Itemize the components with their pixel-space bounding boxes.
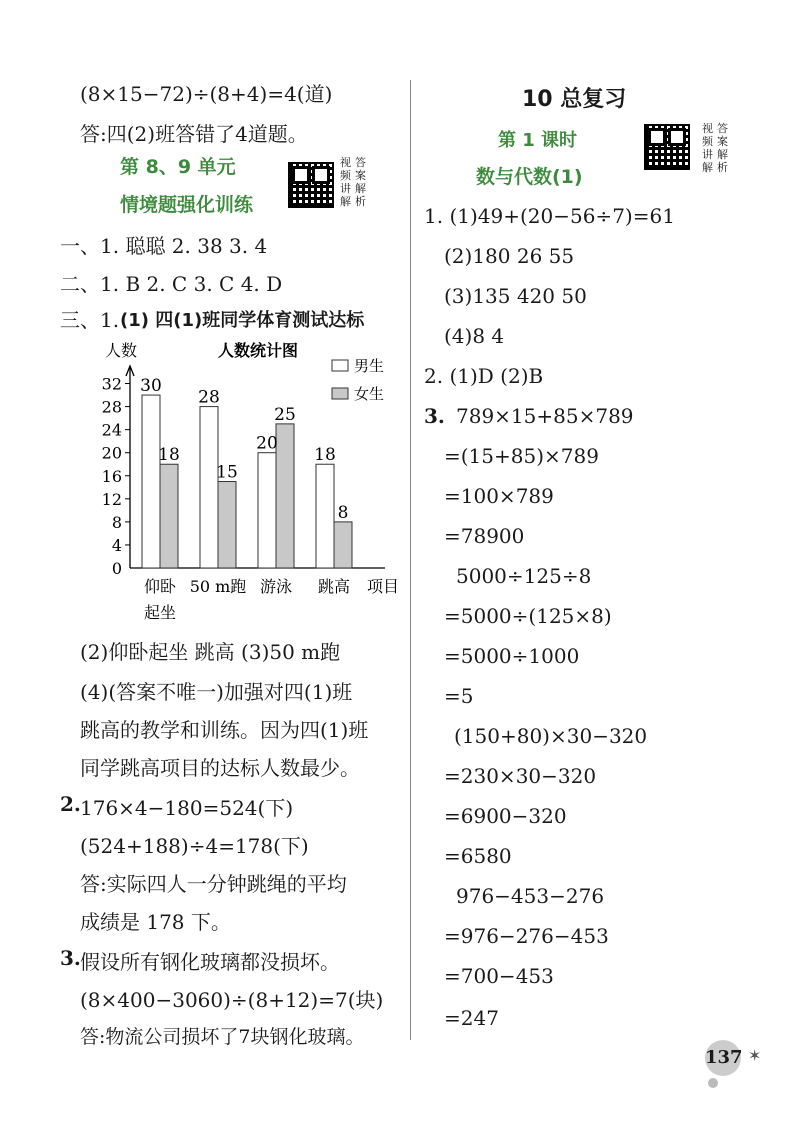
r-line-2: (2)180 26 55 (444, 244, 575, 268)
y-tick-label: 0 (111, 559, 122, 578)
answer-1-2: (2)仰卧起坐 跳高 (3)50 m跑 (80, 640, 341, 664)
q2-line-3: 答:实际四人一分钟跳绳的平均 (80, 872, 347, 896)
data-label: 30 (140, 376, 162, 397)
q2-line-1: 176×4−180=524(下) (80, 796, 294, 820)
topic-title: 数与代数(1) (476, 166, 583, 188)
data-label: 18 (158, 445, 180, 466)
qr-code-icon (288, 162, 334, 208)
r-line-5: 2. (1)D (2)B (424, 364, 544, 388)
bar-girls (160, 464, 178, 568)
answer-1-4-line1: (4)(答案不唯一)加强对四(1)班 (80, 680, 353, 704)
section-subtitle: 情境题强化训练 (120, 194, 254, 216)
y-axis-label: 人数 (105, 341, 138, 360)
qr-caption: 视答频案讲解解析 (340, 156, 370, 208)
legend-label: 女生 (354, 385, 385, 403)
r-line-10: 5000÷125÷8 (456, 564, 592, 588)
r-line-9: =78900 (444, 524, 525, 548)
chapter-title: 10 总复习 (522, 87, 627, 112)
y-tick-label: 32 (101, 374, 122, 394)
r-line-12: =5000÷1000 (444, 644, 580, 668)
r-line-1: 1. (1)49+(20−56÷7)=61 (424, 204, 675, 228)
left-line-2: 答:四(2)班答错了4道题。 (80, 122, 308, 146)
r-line-6: 789×15+85×789 (456, 404, 634, 428)
bar-boys (316, 464, 334, 568)
bar-chart (90, 338, 400, 622)
r-q3-number: 3. (424, 404, 445, 428)
data-label: 28 (198, 387, 220, 408)
bar-girls (276, 424, 294, 568)
chart-title: 人数统计图 (218, 341, 299, 360)
chart-bars (142, 395, 352, 568)
star-icon: ✶ (748, 1046, 762, 1065)
chart-legend (332, 357, 384, 403)
y-tick-label: 24 (101, 420, 122, 440)
r-line-19: =976−276−453 (444, 924, 609, 948)
x-tick-label: 起坐 (143, 603, 177, 622)
x-tick-label: 游泳 (259, 577, 293, 596)
chart-caption: (1) 四(1)班同学体育测试达标 (120, 310, 365, 331)
left-line-1: (8×15−72)÷(8+4)=4(道) (80, 82, 333, 106)
y-tick-label: 28 (101, 397, 122, 417)
r-line-17: =6580 (444, 844, 512, 868)
part1-answers: 一、1. 聪聪 2. 38 3. 4 (60, 234, 268, 258)
data-label: 8 (337, 502, 349, 523)
answer-1-4-line2: 跳高的教学和训练。因为四(1)班 (80, 718, 369, 742)
r-line-4: (4)8 4 (444, 324, 505, 348)
x-axis-label: 项目 (366, 577, 400, 596)
q3-line-1: 假设所有钢化玻璃都没损坏。 (80, 950, 340, 974)
r-line-18: 976−453−276 (456, 884, 605, 908)
q2-line-2: (524+188)÷4=178(下) (80, 834, 309, 858)
lesson-title: 第 1 课时 (498, 130, 578, 151)
y-tick-label: 4 (111, 535, 122, 555)
data-label: 25 (274, 404, 296, 425)
part3-prefix: 三、1. (60, 308, 120, 332)
column-divider (410, 80, 411, 1040)
x-tick-label: 50 m跑 (189, 577, 247, 596)
r-line-13: =5 (444, 684, 474, 708)
y-tick-label: 8 (111, 512, 122, 532)
bar-girls (218, 482, 236, 568)
r-line-20: =700−453 (444, 964, 554, 988)
y-tick-label: 20 (101, 443, 122, 463)
bar-boys (200, 407, 218, 568)
answer-1-4-line3: 同学跳高项目的达标人数最少。 (80, 756, 360, 780)
r-line-16: =6900−320 (444, 804, 567, 828)
section-title: 第 8、9 单元 (120, 156, 236, 178)
x-tick-label: 跳高 (317, 577, 351, 596)
r-line-15: =230×30−320 (444, 764, 597, 788)
r-line-14: (150+80)×30−320 (454, 724, 648, 748)
r-line-21: =247 (444, 1006, 499, 1030)
data-label: 18 (314, 445, 336, 466)
r-line-8: =100×789 (444, 484, 554, 508)
bar-boys (258, 453, 276, 568)
q3-number: 3. (60, 946, 81, 970)
decorative-dot (708, 1078, 718, 1088)
qr-code-icon (644, 124, 690, 170)
q3-line-3: 答:物流公司损坏了7块钢化玻璃。 (80, 1026, 365, 1048)
page-number: 137 (705, 1040, 741, 1076)
y-tick-label: 16 (101, 466, 122, 486)
legend-swatch (332, 360, 348, 371)
r-line-3: (3)135 420 50 (444, 284, 587, 308)
x-tick-label: 仰卧 (143, 577, 177, 596)
q2-number: 2. (60, 792, 81, 816)
y-tick-label: 12 (101, 489, 122, 509)
qr-caption: 视答频案讲解解析 (702, 122, 732, 174)
bar-girls (334, 522, 352, 568)
r-line-7: =(15+85)×789 (444, 444, 599, 468)
q3-line-2: (8×400−3060)÷(8+12)=7(块) (80, 988, 384, 1012)
legend-swatch (332, 388, 348, 399)
bar-boys (142, 395, 160, 568)
r-line-11: =5000÷(125×8) (444, 604, 612, 628)
q2-line-4: 成绩是 178 下。 (80, 910, 231, 934)
data-label: 20 (256, 433, 278, 454)
data-label: 15 (216, 462, 238, 483)
part2-answers: 二、1. B 2. C 3. C 4. D (60, 272, 283, 296)
legend-label: 男生 (354, 357, 385, 375)
